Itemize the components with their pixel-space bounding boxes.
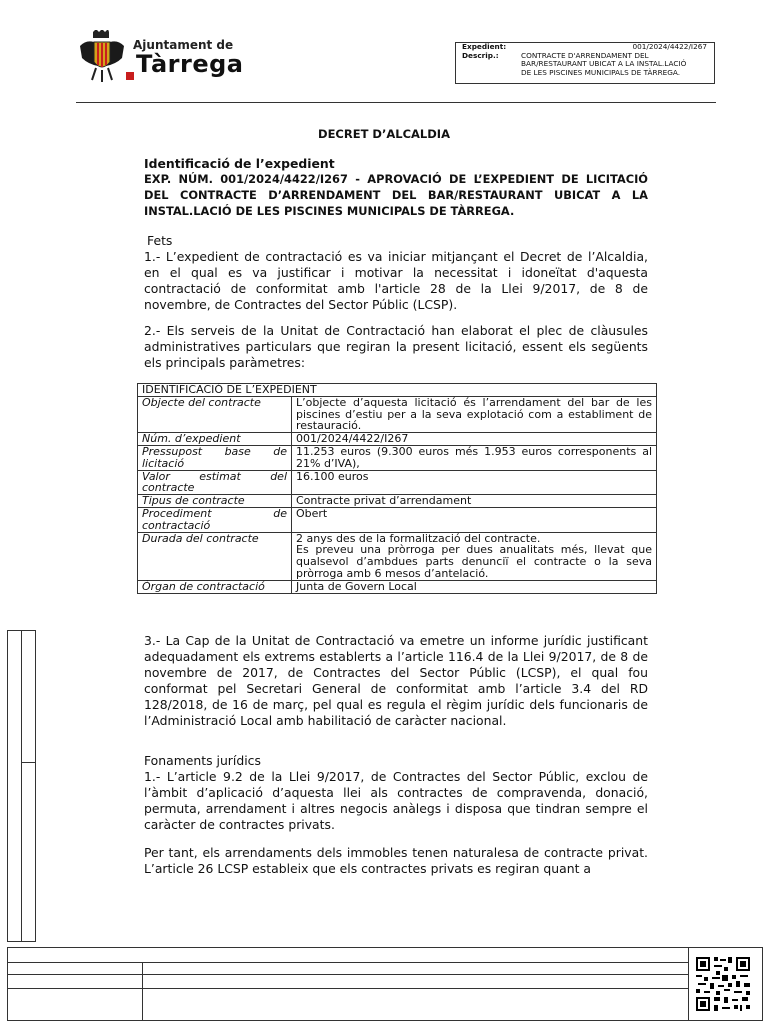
expedient-title: EXP. NÚM. 001/2024/4422/I267 - APROVACIÓ DE L’EXPEDIENT DE LICITACIÓ DEL CONTRACTE D’ARRENDAMENT DEL BAR/RESTAURANT UBICAT A LA INSTAL.LACIÓ DE LES PISCINES MUNICIPALS DE TÀRREGA. [144, 172, 648, 218]
table-label: Tipus de contracte [138, 495, 292, 508]
paragraph-5: Per tant, els arrendaments dels immobles tenen naturalesa de contracte privat. L’article 26 LCSP estableix que els contractes privats es regiran quant a [144, 845, 648, 876]
side-divider [21, 630, 22, 941]
logo-red-square [126, 72, 134, 80]
table-label: Núm. d’expedient [138, 433, 292, 446]
footer-signature-box [7, 947, 763, 1021]
footer-rule [8, 988, 688, 989]
table-row [138, 396, 657, 432]
table-row [138, 470, 657, 495]
table-value: 16.100 euros [292, 470, 657, 495]
table-value: Junta de Govern Local [292, 580, 657, 593]
paragraph-3: 3.- La Cap de la Unitat de Contractació va emetre un informe jurídic justificant adequadament els extrems establerts a l’article 116.4 de la Llei 9/2017, de 8 de novembre de 2017, de Contractes del Sector Públic (LCSP), el qual fou conformat pel Secretari General de conformitat amb l’article 3.4 del RD 128/2018, de 16 de març, pel qual es regula el règim jurídic dels funcionaris de l’Administració Local amb habilitació de caràcter nacional. [144, 633, 648, 728]
table-label: Òrgan de contractació [138, 580, 292, 593]
descrip-line: CONTRACTE D'ARRENDAMENT DEL [521, 50, 649, 60]
descrip-label: Descrip.: [462, 50, 499, 60]
table-row [138, 580, 657, 593]
footer-divider [142, 962, 143, 1020]
qr-code-icon [694, 955, 752, 1013]
paragraph-4: 1.- L’article 9.2 de la Llei 9/2017, de Contractes del Sector Públic, exclou de l’àmbit d’aplicació d’aquesta llei als contractes de compravenda, donació, permuta, arrendament i altres negocis anàlegs i disposa que tindran sempre el caràcter de contractes privats. [144, 769, 648, 832]
table-header-row [138, 384, 657, 397]
coat-of-arms-icon [78, 30, 126, 84]
table-value: Obert [292, 507, 657, 532]
table-value: L’objecte d’aquesta licitació és l’arrendament del bar de les piscines d’estiu per a la seva explotació com a establiment de restauració. [292, 396, 657, 432]
table-value-line: Es preveu una pròrroga per dues anualitats més, llevat que qualsevol d’ambdues parts denunciï el contracte o la seva pròrroga amb 6 mesos d’antelació. [296, 543, 652, 580]
footer-rule [8, 974, 688, 975]
table-row [138, 433, 657, 446]
table-label: Durada del contracte [138, 532, 292, 580]
footer-divider [688, 948, 689, 1020]
table-row [138, 495, 657, 508]
paragraph-1: 1.- L’expedient de contractació es va iniciar mitjançant el Decret de l’Alcaldia, en el qual es va justificar i motivar la necessitat i idoneïtat d'aquesta contractació de conformitat amb l'article 28 de la Llei 9/2017, de 8 de novembre, de Contractes del Sector Públic (LCSP). [144, 249, 648, 312]
table-row [138, 532, 657, 580]
table-row [138, 445, 657, 470]
table-label: Pressupost base de licitació [138, 445, 292, 470]
descrip-line: BAR/RESTAURANT UBICAT A LA INSTAL.LACIÓ [521, 59, 687, 69]
table-value [292, 532, 657, 580]
logo-line2: Tàrrega [136, 50, 244, 78]
table-label: Objecte del contracte [138, 396, 292, 432]
table-label: Procediment de contractació [138, 507, 292, 532]
fets-heading: Fets [147, 233, 173, 248]
table-value-line: 2 anys des de la formalització del contracte. [296, 531, 541, 545]
descrip-line: DE LES PISCINES MUNICIPALS DE TÀRREGA. [521, 67, 681, 77]
table-row [138, 507, 657, 532]
table-label: Valor estimat del contracte [138, 470, 292, 495]
table-header: IDENTIFICACIÓ DE L’EXPEDIENT [138, 384, 657, 397]
table-value: 11.253 euros (9.300 euros més 1.953 euros corresponents al 21% d’IVA), [292, 445, 657, 470]
table-value: Contracte privat d’arrendament [292, 495, 657, 508]
logo-line1: Ajuntament de [133, 38, 234, 52]
expedient-value: 001/2024/4422/I267 [632, 42, 707, 51]
section-heading: Identificació de l’expedient [144, 156, 335, 171]
expedient-label: Expedient: [462, 42, 507, 51]
footer-rule [8, 962, 688, 963]
parameters-table [137, 383, 657, 594]
header-rule [76, 102, 716, 103]
expedient-box [455, 42, 715, 84]
table-value: 001/2024/4422/I267 [292, 433, 657, 446]
paragraph-2: 2.- Els serveis de la Unitat de Contractació han elaborat el plec de clàusules administratives particulars que regiran la present licitació, essent els següents els principals paràmetres: [144, 323, 648, 370]
side-divider [21, 762, 35, 763]
fonaments-heading: Fonaments jurídics [144, 753, 261, 768]
document-title: DECRET D’ALCALDIA [318, 127, 450, 141]
